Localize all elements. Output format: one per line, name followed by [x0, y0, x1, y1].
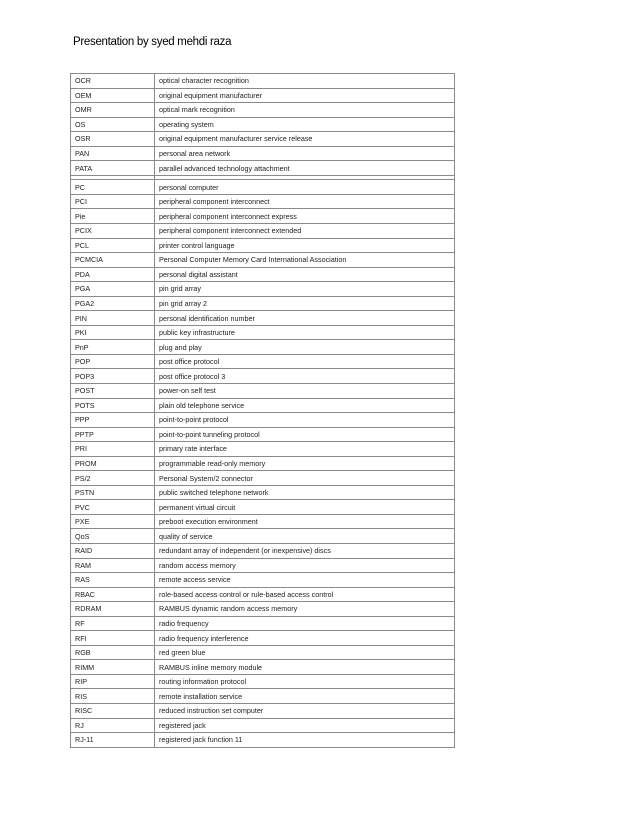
acronym-cell: PATA — [71, 161, 155, 176]
table-row — [71, 718, 455, 733]
table-row — [71, 529, 455, 544]
definition-cell: remote access service — [155, 573, 455, 588]
acronym-cell: PC — [71, 180, 155, 195]
table-row — [71, 223, 455, 238]
table-row — [71, 500, 455, 515]
table-row — [71, 689, 455, 704]
definition-cell: optical mark recognition — [155, 103, 455, 118]
table-row — [71, 209, 455, 224]
acronym-cell: QoS — [71, 529, 155, 544]
acronym-cell: PCI — [71, 194, 155, 209]
definition-cell: personal area network — [155, 146, 455, 161]
definition-cell: remote installation service — [155, 689, 455, 704]
definition-cell: RAMBUS dynamic random access memory — [155, 602, 455, 617]
acronym-cell: POP — [71, 354, 155, 369]
acronym-cell: RJ — [71, 718, 155, 733]
table-row — [71, 674, 455, 689]
acronym-cell: OSR — [71, 132, 155, 147]
definition-cell: personal identification number — [155, 311, 455, 326]
acronym-cell: RGB — [71, 645, 155, 660]
definition-cell: parallel advanced technology attachment — [155, 161, 455, 176]
definition-cell: original equipment manufacturer service release — [155, 132, 455, 147]
table-row — [71, 253, 455, 268]
acronym-cell: RIP — [71, 674, 155, 689]
table-row — [71, 132, 455, 147]
acronym-cell: PnP — [71, 340, 155, 355]
definition-cell: random access memory — [155, 558, 455, 573]
table-row — [71, 325, 455, 340]
table-row — [71, 631, 455, 646]
table-row — [71, 413, 455, 428]
acronym-cell: RBAC — [71, 587, 155, 602]
definition-cell: pin grid array 2 — [155, 296, 455, 311]
definition-cell: point-to-point tunneling protocol — [155, 427, 455, 442]
table-row — [71, 180, 455, 195]
acronym-cell: PGA — [71, 282, 155, 297]
table-row — [71, 733, 455, 748]
definition-cell: personal computer — [155, 180, 455, 195]
definition-cell: post office protocol 3 — [155, 369, 455, 384]
table-row — [71, 88, 455, 103]
acronym-cell: PGA2 — [71, 296, 155, 311]
definition-cell: point-to-point protocol — [155, 413, 455, 428]
definition-cell: RAMBUS inline memory module — [155, 660, 455, 675]
definition-cell: preboot execution environment — [155, 514, 455, 529]
table-row — [71, 704, 455, 719]
definition-cell: quality of service — [155, 529, 455, 544]
definition-cell: printer control language — [155, 238, 455, 253]
definition-cell: radio frequency interference — [155, 631, 455, 646]
table-row — [71, 340, 455, 355]
acronym-cell: PDA — [71, 267, 155, 282]
table-row — [71, 161, 455, 176]
table-row — [71, 456, 455, 471]
definition-cell: routing information protocol — [155, 674, 455, 689]
acronym-cell: PROM — [71, 456, 155, 471]
definition-cell: Personal Computer Memory Card International Association — [155, 253, 455, 268]
definition-cell: reduced instruction set computer — [155, 704, 455, 719]
table-row — [71, 369, 455, 384]
acronym-cell: OCR — [71, 74, 155, 89]
table-row — [71, 485, 455, 500]
acronym-cell: PVC — [71, 500, 155, 515]
acronym-cell: RAM — [71, 558, 155, 573]
table-row — [71, 398, 455, 413]
table-row — [71, 238, 455, 253]
definition-cell: operating system — [155, 117, 455, 132]
definition-cell: plain old telephone service — [155, 398, 455, 413]
table-row — [71, 103, 455, 118]
definition-cell: Personal System/2 connector — [155, 471, 455, 486]
acronym-cell: OEM — [71, 88, 155, 103]
acronym-cell: PKI — [71, 325, 155, 340]
definition-cell: registered jack — [155, 718, 455, 733]
table-row — [71, 514, 455, 529]
definition-cell: pin grid array — [155, 282, 455, 297]
acronym-table-body — [71, 74, 455, 748]
definition-cell: peripheral component interconnect — [155, 194, 455, 209]
definition-cell: permanent virtual circuit — [155, 500, 455, 515]
table-row — [71, 354, 455, 369]
table-row — [71, 587, 455, 602]
acronym-cell: PCL — [71, 238, 155, 253]
acronym-cell: PXE — [71, 514, 155, 529]
acronym-cell: RIMM — [71, 660, 155, 675]
definition-cell: optical character recognition — [155, 74, 455, 89]
definition-cell: programmable read-only memory — [155, 456, 455, 471]
acronym-cell: PSTN — [71, 485, 155, 500]
acronym-cell: RAID — [71, 544, 155, 559]
table-row — [71, 602, 455, 617]
acronym-cell: OMR — [71, 103, 155, 118]
definition-cell: peripheral component interconnect express — [155, 209, 455, 224]
definition-cell: red green blue — [155, 645, 455, 660]
definition-cell: primary rate interface — [155, 442, 455, 457]
acronym-cell: RFI — [71, 631, 155, 646]
definition-cell: role-based access control or rule-based access control — [155, 587, 455, 602]
acronym-cell: RJ-11 — [71, 733, 155, 748]
definition-cell: public key infrastructure — [155, 325, 455, 340]
table-row — [71, 146, 455, 161]
table-row — [71, 544, 455, 559]
acronym-cell: RISC — [71, 704, 155, 719]
acronym-cell: PRI — [71, 442, 155, 457]
table-row — [71, 660, 455, 675]
acronym-cell: RIS — [71, 689, 155, 704]
table-row — [71, 442, 455, 457]
table-row — [71, 383, 455, 398]
definition-cell: plug and play — [155, 340, 455, 355]
acronym-cell: PCIX — [71, 223, 155, 238]
acronym-cell: PAN — [71, 146, 155, 161]
table-row — [71, 117, 455, 132]
acronym-cell: PCMCIA — [71, 253, 155, 268]
table-row — [71, 311, 455, 326]
table-row — [71, 74, 455, 89]
definition-cell: peripheral component interconnect extended — [155, 223, 455, 238]
definition-cell: post office protocol — [155, 354, 455, 369]
acronym-cell: POTS — [71, 398, 155, 413]
acronym-cell: PPTP — [71, 427, 155, 442]
acronym-cell: POP3 — [71, 369, 155, 384]
acronym-cell: POST — [71, 383, 155, 398]
table-row — [71, 296, 455, 311]
acronym-table — [70, 73, 455, 748]
acronym-cell: RF — [71, 616, 155, 631]
definition-cell: power-on self test — [155, 383, 455, 398]
table-row — [71, 471, 455, 486]
acronym-cell: RDRAM — [71, 602, 155, 617]
definition-cell: personal digital assistant — [155, 267, 455, 282]
definition-cell: public switched telephone network — [155, 485, 455, 500]
table-row — [71, 267, 455, 282]
table-row — [71, 282, 455, 297]
acronym-cell: OS — [71, 117, 155, 132]
table-row — [71, 427, 455, 442]
table-row — [71, 558, 455, 573]
table-row — [71, 194, 455, 209]
definition-cell: redundant array of independent (or inexpensive) discs — [155, 544, 455, 559]
acronym-cell: PIN — [71, 311, 155, 326]
table-row — [71, 616, 455, 631]
acronym-cell: RAS — [71, 573, 155, 588]
definition-cell: radio frequency — [155, 616, 455, 631]
page-title: Presentation by syed mehdi raza — [73, 36, 232, 48]
table-row — [71, 573, 455, 588]
acronym-cell: PS/2 — [71, 471, 155, 486]
definition-cell: registered jack function 11 — [155, 733, 455, 748]
acronym-cell: Pie — [71, 209, 155, 224]
acronym-cell: PPP — [71, 413, 155, 428]
table-row — [71, 645, 455, 660]
definition-cell: original equipment manufacturer — [155, 88, 455, 103]
